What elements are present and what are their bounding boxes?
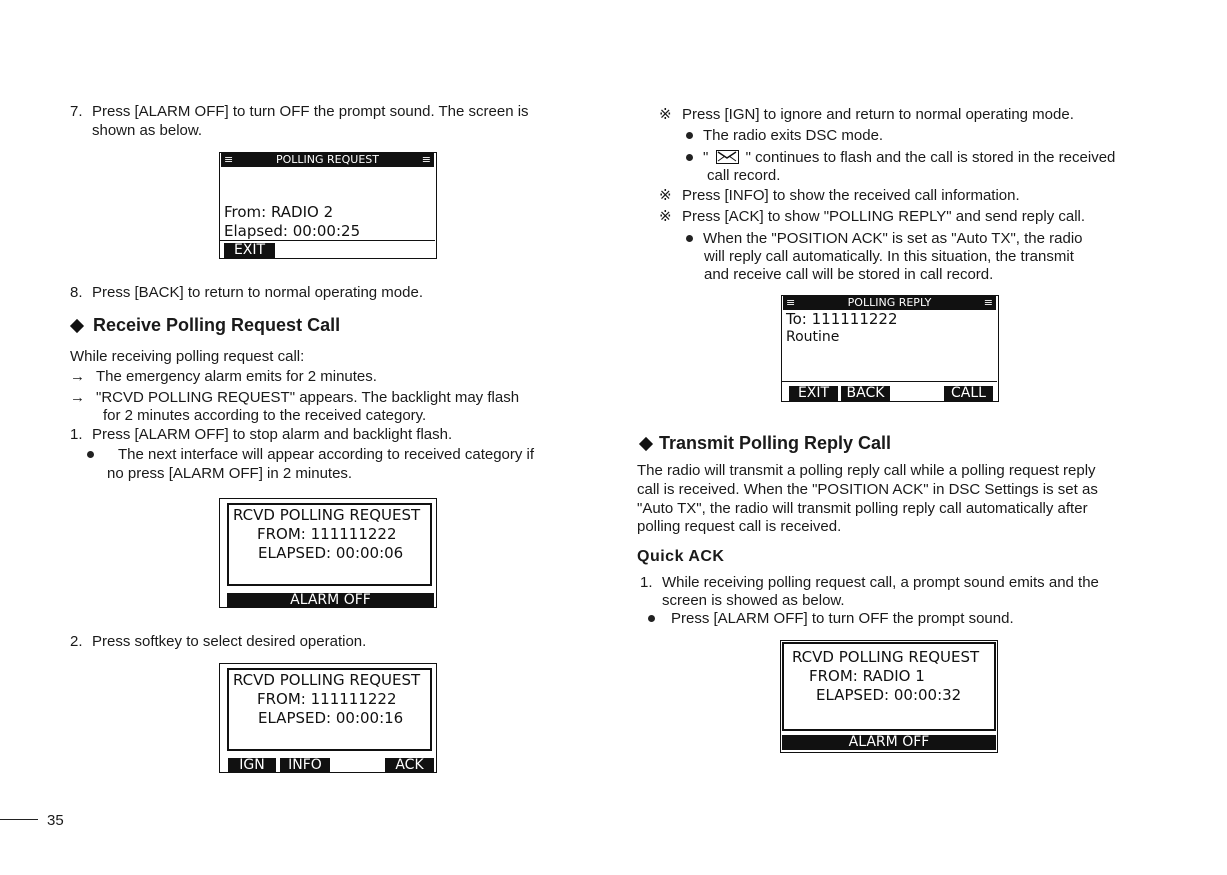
arrow-item-1: → The emergency alarm emits for 2 minutes. [70, 368, 377, 385]
step-8: 8. Press [BACK] to return to normal operating mode. [70, 284, 423, 301]
back-softkey[interactable]: BACK [841, 386, 890, 401]
para-line-1: The radio will transmit a polling reply call while a polling request reply [637, 462, 1096, 479]
lcd-title-bar: ≡ POLLING REQUEST ≡ [221, 153, 434, 167]
step-2: 2. Press softkey to select desired operation. [70, 633, 367, 650]
lcd-line-2: FROM: 111111222 [257, 690, 397, 708]
page-number: 35 [47, 812, 64, 829]
quick-step-1-line2: screen is showed as below. [662, 592, 845, 609]
note-ack-bullet-1: When the "POSITION ACK" is set as "Auto TX", the radio [703, 230, 1083, 247]
lcd-line-1: RCVD POLLING REQUEST [233, 671, 421, 689]
exit-softkey[interactable]: EXIT [789, 386, 838, 401]
call-softkey[interactable]: CALL [944, 386, 993, 401]
lcd-routine: Routine [786, 329, 840, 345]
lcd-from: From: RADIO 2 [224, 203, 334, 221]
note-mark: ※ [659, 106, 672, 123]
lcd-rcvd-polling-2 [219, 663, 437, 773]
arrow-item-2-line2: for 2 minutes according to the received category. [103, 407, 427, 424]
alarm-off-softkey[interactable]: ALARM OFF [227, 593, 434, 608]
divider [782, 381, 997, 382]
menu-icon: ≡ [983, 296, 993, 309]
note-ack-bullet-line3: and receive call will be stored in call record. [704, 266, 994, 283]
step-7: 7. Press [ALARM OFF] to turn OFF the prompt sound. The screen is [70, 103, 529, 120]
lcd-polling-reply [781, 295, 999, 402]
para-line-3: "Auto TX", the radio will transmit polling reply call automatically after [637, 500, 1088, 517]
menu-icon: ≡ [786, 296, 796, 309]
arrow-item-2: → "RCVD POLLING REQUEST" appears. The backlight may flash [70, 389, 520, 406]
lcd-line-3: ELAPSED: 00:00:16 [258, 709, 404, 727]
info-softkey[interactable]: INFO [280, 758, 330, 773]
note-mark: ※ [659, 187, 672, 204]
bullet-icon [87, 451, 94, 458]
lcd-line-1: RCVD POLLING REQUEST [233, 506, 421, 524]
subheading-quick-ack: Quick ACK [637, 548, 725, 565]
note-ign-bullet-1: The radio exits DSC mode. [703, 127, 884, 144]
lcd-line-3: ELAPSED: 00:00:06 [258, 544, 404, 562]
ack-softkey[interactable]: ACK [385, 758, 434, 773]
lcd-polling-request [219, 152, 437, 259]
divider [220, 240, 435, 241]
note-ign: ※ Press [IGN] to ignore and return to normal operating mode. [659, 106, 1074, 123]
lcd-to: To: 111111222 [786, 310, 898, 328]
bullet-icon [648, 615, 655, 622]
lcd-title-bar: ≡ POLLING REPLY ≡ [783, 296, 996, 310]
quick-bullet: Press [ALARM OFF] to turn OFF the prompt sound. [671, 610, 1014, 627]
intro-text: While receiving polling request call: [70, 348, 305, 365]
arrow-right-icon: → [70, 368, 85, 385]
bullet-icon [686, 154, 693, 161]
para-line-2: call is received. When the "POSITION ACK" in DSC Settings is set as [637, 481, 1098, 498]
note-ack: ※ Press [ACK] to show "POLLING REPLY" and send reply call. [659, 208, 1086, 225]
lcd-line-3: ELAPSED: 00:00:32 [816, 686, 962, 704]
lcd-line-1: RCVD POLLING REQUEST [792, 648, 980, 666]
step-7-line2: shown as below. [92, 122, 203, 139]
quick-step-1: 1. While receiving polling request call, a prompt sound emits and the [640, 574, 1099, 591]
menu-icon: ≡ [421, 153, 431, 166]
bullet-text-1: The next interface will appear according to received category if [118, 446, 535, 463]
note-ack-bullet-line2: will reply call automatically. In this situation, the transmit [704, 248, 1074, 265]
note-ign-bullet-2: " " continues to flash and the call is stored in the received [703, 149, 1116, 166]
para-line-4: polling request call is received. [637, 518, 842, 535]
diamond-icon [639, 437, 653, 451]
section-transmit-polling: Transmit Polling Reply Call [659, 433, 892, 453]
step-1: 1. Press [ALARM OFF] to stop alarm and backlight flash. [70, 426, 453, 443]
lcd-elapsed: Elapsed: 00:00:25 [224, 222, 361, 240]
diamond-icon [70, 319, 84, 333]
arrow-right-icon: → [70, 389, 85, 406]
note-mark: ※ [659, 208, 672, 225]
section-receive-polling: Receive Polling Request Call [93, 315, 341, 335]
footer-rule [0, 819, 38, 820]
bullet-text-1-line2: no press [ALARM OFF] in 2 minutes. [107, 465, 353, 482]
envelope-icon [716, 150, 739, 164]
ign-softkey[interactable]: IGN [228, 758, 276, 773]
note-ign-bullet-2-line2: call record. [707, 167, 781, 184]
note-info: ※ Press [INFO] to show the received call information. [659, 187, 1020, 204]
lcd-line-2: FROM: 111111222 [257, 525, 397, 543]
alarm-off-softkey[interactable]: ALARM OFF [782, 735, 996, 750]
bullet-icon [686, 235, 693, 242]
menu-icon: ≡ [224, 153, 234, 166]
bullet-icon [686, 132, 693, 139]
lcd-rcvd-polling-1 [219, 498, 437, 608]
exit-softkey[interactable]: EXIT [224, 243, 275, 258]
lcd-line-2: FROM: RADIO 1 [809, 667, 925, 685]
lcd-rcvd-polling-3 [780, 640, 998, 753]
